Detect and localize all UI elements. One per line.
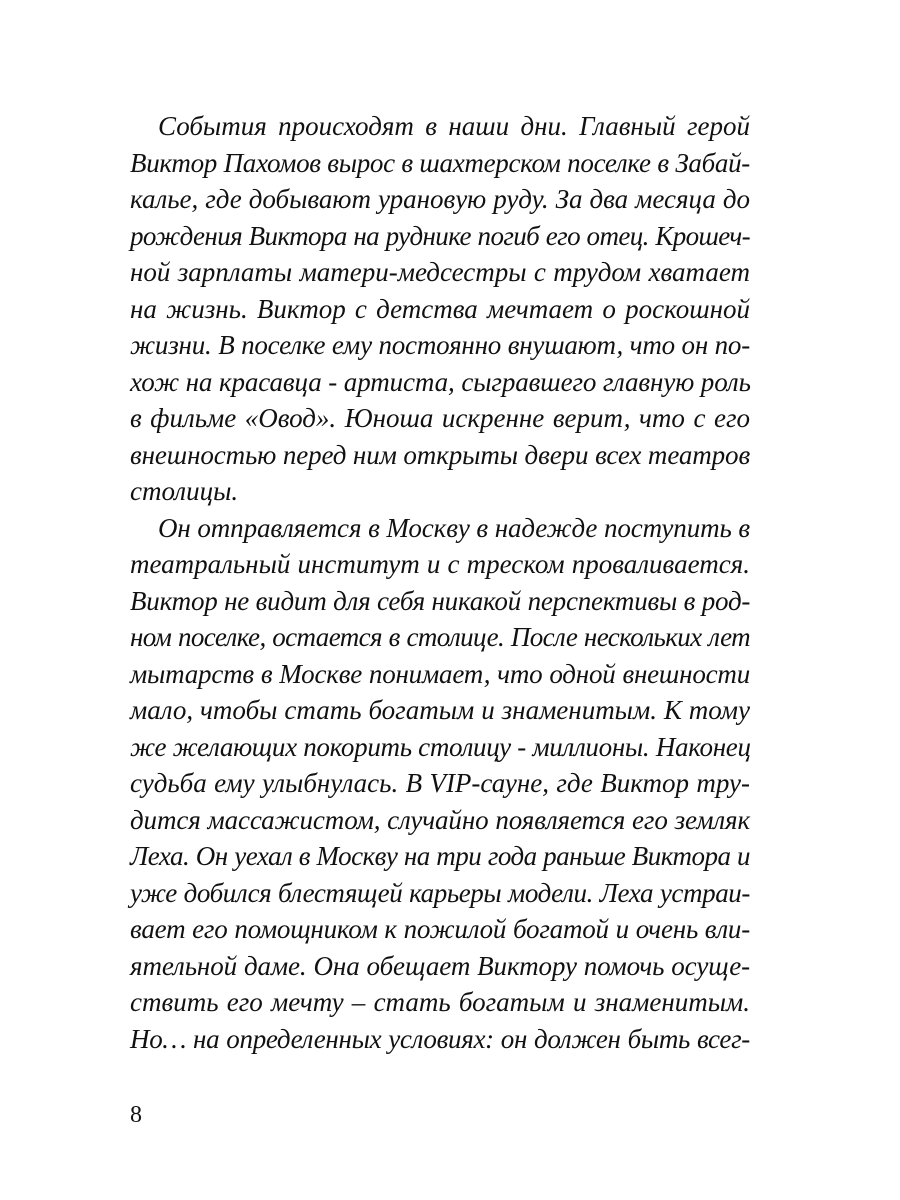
text-line: События происходят в наши дни. Главный герой (158, 111, 750, 141)
text-line: ятельной даме. Она обещает Виктору помочь осуще- (130, 950, 750, 981)
text-line: ствить его мечту – стать богатым и знаменитым. (130, 987, 750, 1017)
paragraph-2 (130, 510, 750, 1058)
text-line: Леха. Он уехал в Москву на три года раньше Виктора и (130, 841, 750, 871)
text-line: ной зарплаты матери-медсестры с трудом хватает (130, 257, 750, 287)
text-line: мало, чтобы стать богатым и знаменитым. К тому (130, 695, 750, 725)
text-line: жизни. В поселке ему постоянно внушают, что он по- (130, 330, 750, 360)
text-line: рождения Виктора на руднике погиб его отец. Крошеч- (130, 220, 750, 251)
text-line: в фильме «Овод». Юноша искренне верит, что с его (130, 403, 750, 433)
text-line: судьба ему улыбнулась. В VIP-сауне, где Виктор тру- (130, 768, 750, 798)
text-line: уже добился блестящей карьеры модели. Леха устраи- (130, 877, 750, 908)
page-number: 8 (130, 1102, 142, 1128)
text-line: дится массажистом, случайно появляется его земляк (130, 804, 750, 835)
text-line: Но… на определенных условиях: он должен быть всег- (130, 1023, 750, 1054)
text-line: вает его помощником к пожилой богатой и очень вли- (130, 914, 750, 944)
paragraph-1 (130, 108, 750, 510)
text-line: ном поселке, остается в столице. После нескольких лет (130, 622, 750, 652)
body-text (130, 108, 750, 1057)
text-line: Он отправляется в Москву в надежде поступить в (158, 512, 750, 543)
text-line: внешностью перед ним открыты двери всех театров (130, 439, 751, 470)
text-line: калье, где добывают урановую руду. За два месяца до (130, 184, 750, 214)
text-line: хож на красавца - артиста, сыгравшего главную роль (130, 366, 751, 397)
text-line: Виктор не видит для себя никакой перспективы в род- (130, 585, 751, 616)
text-line: на жизнь. Виктор с детства мечтает о роскошной (130, 293, 750, 324)
text-line: столицы. (130, 476, 239, 506)
text-line: мытарств в Москве понимает, что одной внешности (130, 658, 750, 689)
text-line: театральный институт и с треском проваливается. (130, 549, 750, 579)
text-line: Виктор Пахомов вырос в шахтерском поселке в Забай- (130, 147, 750, 178)
text-line: же желающих покорить столицу - миллионы. Наконец (130, 731, 751, 762)
